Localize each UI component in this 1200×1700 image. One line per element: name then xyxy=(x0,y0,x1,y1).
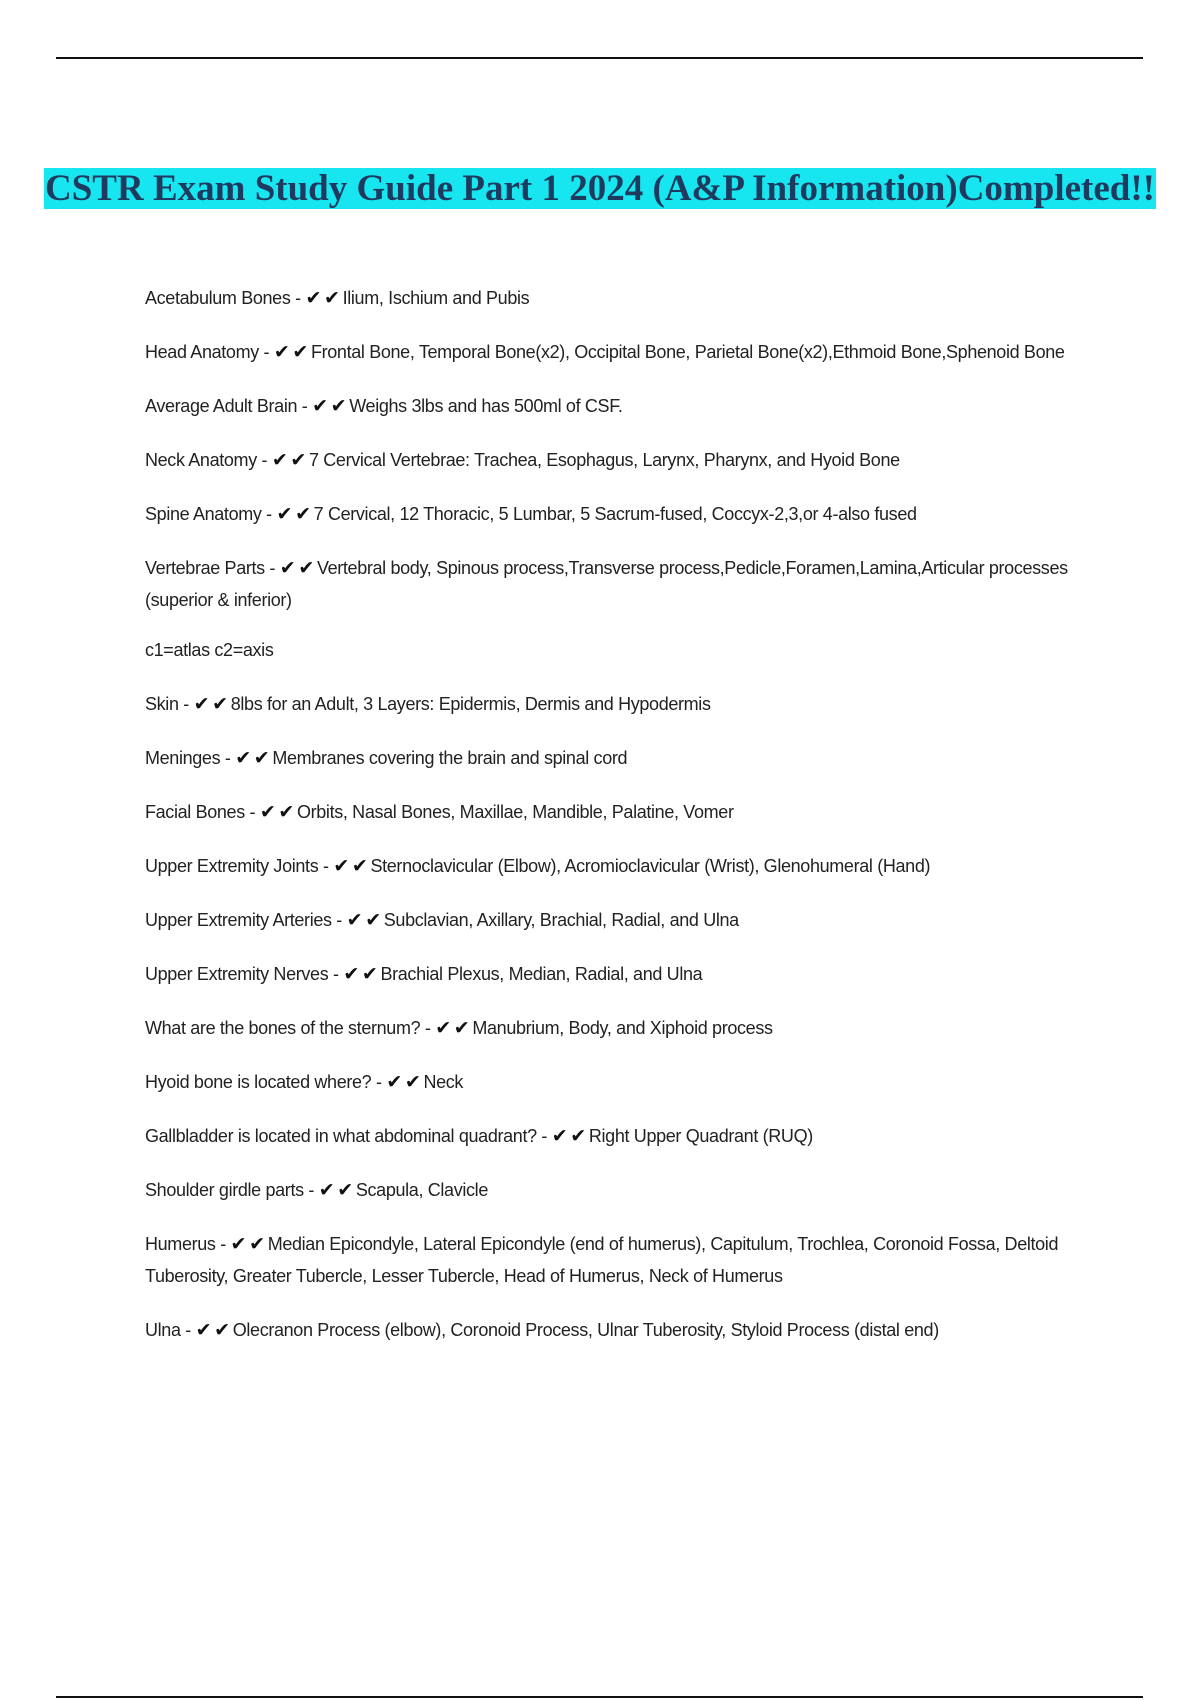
checkmark-icon: ✔ xyxy=(435,1017,451,1039)
separator: - xyxy=(180,1320,196,1340)
checkmark-icon: ✔ xyxy=(253,747,270,769)
checkmark-icon: ✔ xyxy=(361,963,378,985)
checkmark-icon: ✔ xyxy=(249,1233,265,1255)
page-title xyxy=(0,168,1200,210)
separator: - xyxy=(220,748,236,768)
list-item xyxy=(145,1120,1100,1152)
item-answer: Neck xyxy=(423,1072,464,1092)
separator: - xyxy=(371,1072,387,1092)
item-term: Spine Anatomy xyxy=(145,504,262,524)
item-answer: Ilium, Ischium and Pubis xyxy=(342,288,530,308)
item-term: Humerus xyxy=(145,1234,216,1254)
list-item xyxy=(145,1012,1100,1044)
list-item xyxy=(145,1228,1100,1292)
separator: - xyxy=(261,504,277,524)
item-term: What are the bones of the sternum? xyxy=(145,1018,421,1038)
item-answer: Brachial Plexus, Median, Radial, and Ulna xyxy=(380,964,703,984)
separator: - xyxy=(215,1234,231,1254)
list-item xyxy=(145,282,1100,314)
item-term: Neck Anatomy xyxy=(145,450,257,470)
list-item xyxy=(145,688,1100,720)
checkmark-icon: ✔ xyxy=(351,855,368,877)
checkmark-icon: ✔ xyxy=(298,557,314,579)
item-answer: Scapula, Clavicle xyxy=(355,1180,488,1200)
checkmark-icon: ✔ xyxy=(235,747,251,769)
item-answer: Sternoclavicular (Elbow), Acromioclavicular (Wrist), Glenohumeral (Hand) xyxy=(370,856,931,876)
note-item xyxy=(145,634,1100,666)
top-rule xyxy=(56,57,1143,59)
list-item xyxy=(145,742,1100,774)
study-guide-list xyxy=(145,282,1100,1368)
list-item xyxy=(145,796,1100,828)
separator: - xyxy=(256,450,272,470)
separator: - xyxy=(258,342,274,362)
checkmark-icon: ✔ xyxy=(337,1179,353,1201)
item-term: Head Anatomy xyxy=(145,342,259,362)
item-answer: Membranes covering the brain and spinal cord xyxy=(272,748,628,768)
title-highlight: CSTR Exam Study Guide Part 1 2024 (A&P Information)Completed!! xyxy=(45,167,1155,209)
checkmark-icon: ✔ xyxy=(330,395,347,417)
list-item xyxy=(145,498,1100,530)
item-term: Vertebrae Parts xyxy=(145,558,265,578)
checkmark-icon: ✔ xyxy=(259,801,276,823)
checkmark-icon: ✔ xyxy=(570,1125,586,1147)
list-item xyxy=(145,444,1100,476)
item-term: Gallbladder is located in what abdominal quadrant? xyxy=(145,1126,537,1146)
checkmark-icon: ✔ xyxy=(195,1319,212,1341)
item-term: Upper Extremity Nerves xyxy=(145,964,329,984)
item-answer: Subclavian, Axillary, Brachial, Radial, and Ulna xyxy=(383,910,739,930)
separator: - xyxy=(328,964,344,984)
item-term: Hyoid bone is located where? xyxy=(145,1072,372,1092)
checkmark-icon: ✔ xyxy=(214,1319,230,1341)
item-term: Skin xyxy=(145,694,179,714)
item-answer: Frontal Bone, Temporal Bone(x2), Occipital Bone, Parietal Bone(x2),Ethmoid Bone,Sphenoid Bone xyxy=(310,342,1065,362)
checkmark-icon: ✔ xyxy=(278,801,294,823)
checkmark-icon: ✔ xyxy=(324,287,340,309)
list-item xyxy=(145,850,1100,882)
list-item xyxy=(145,1066,1100,1098)
checkmark-icon: ✔ xyxy=(365,909,381,931)
list-item xyxy=(145,1314,1100,1346)
separator: - xyxy=(297,396,313,416)
checkmark-icon: ✔ xyxy=(230,1233,247,1255)
list-item xyxy=(145,904,1100,936)
checkmark-icon: ✔ xyxy=(295,503,311,525)
checkmark-icon: ✔ xyxy=(386,1071,402,1093)
list-item xyxy=(145,958,1100,990)
checkmark-icon: ✔ xyxy=(292,341,308,363)
item-answer: Orbits, Nasal Bones, Maxillae, Mandible, Palatine, Vomer xyxy=(296,802,734,822)
item-term: Ulna xyxy=(145,1320,181,1340)
checkmark-icon: ✔ xyxy=(273,341,290,363)
separator: - xyxy=(290,288,306,308)
separator: - xyxy=(264,558,280,578)
item-answer: 7 Cervical, 12 Thoracic, 5 Lumbar, 5 Sacrum-fused, Coccyx-2,3,or 4-also fused xyxy=(313,504,917,524)
list-item xyxy=(145,336,1100,368)
item-term: Shoulder girdle parts xyxy=(145,1180,304,1200)
item-term: Upper Extremity Arteries xyxy=(145,910,332,930)
checkmark-icon: ✔ xyxy=(276,503,293,525)
item-answer: Olecranon Process (elbow), Coronoid Process, Ulnar Tuberosity, Styloid Process (distal end) xyxy=(232,1320,939,1340)
checkmark-icon: ✔ xyxy=(551,1125,568,1147)
separator: - xyxy=(331,910,347,930)
list-item xyxy=(145,1174,1100,1206)
item-answer: 8lbs for an Adult, 3 Layers: Epidermis, Dermis and Hypodermis xyxy=(230,694,711,714)
item-answer: Manubrium, Body, and Xiphoid process xyxy=(472,1018,773,1038)
checkmark-icon: ✔ xyxy=(305,287,322,309)
checkmark-icon: ✔ xyxy=(290,449,306,471)
item-term: Facial Bones xyxy=(145,802,245,822)
note-text: c1=atlas c2=axis xyxy=(145,640,274,660)
item-term: Meninges xyxy=(145,748,221,768)
checkmark-icon: ✔ xyxy=(193,693,210,715)
item-answer: 7 Cervical Vertebrae: Trachea, Esophagus, Larynx, Pharynx, and Hyoid Bone xyxy=(308,450,900,470)
separator: - xyxy=(178,694,194,714)
checkmark-icon: ✔ xyxy=(346,909,363,931)
separator: - xyxy=(420,1018,436,1038)
checkmark-icon: ✔ xyxy=(212,693,228,715)
item-term: Upper Extremity Joints xyxy=(145,856,319,876)
separator: - xyxy=(303,1180,319,1200)
item-answer: Median Epicondyle, Lateral Epicondyle (end of humerus), Capitulum, Trochlea, Coronoid Fossa, Deltoid Tuberosity, Greater Tubercle, Lesser Tubercle, Head of Humerus, Neck of Humerus xyxy=(145,1234,1059,1286)
checkmark-icon: ✔ xyxy=(312,395,328,417)
separator: - xyxy=(536,1126,552,1146)
item-answer: Vertebral body, Spinous process,Transverse process,Pedicle,Foramen,Lamina,Articular processes (superior & inferior) xyxy=(145,558,1068,610)
separator: - xyxy=(318,856,334,876)
checkmark-icon: ✔ xyxy=(279,557,296,579)
bottom-rule xyxy=(56,1696,1143,1698)
checkmark-icon: ✔ xyxy=(453,1017,470,1039)
separator: - xyxy=(244,802,260,822)
item-answer: Right Upper Quadrant (RUQ) xyxy=(588,1126,813,1146)
list-item xyxy=(145,390,1100,422)
item-term: Average Adult Brain xyxy=(145,396,298,416)
checkmark-icon: ✔ xyxy=(271,449,288,471)
item-answer: Weighs 3lbs and has 500ml of CSF. xyxy=(349,396,623,416)
checkmark-icon: ✔ xyxy=(404,1071,421,1093)
checkmark-icon: ✔ xyxy=(343,963,359,985)
checkmark-icon: ✔ xyxy=(318,1179,335,1201)
checkmark-icon: ✔ xyxy=(333,855,349,877)
item-term: Acetabulum Bones xyxy=(145,288,291,308)
list-item xyxy=(145,552,1100,616)
